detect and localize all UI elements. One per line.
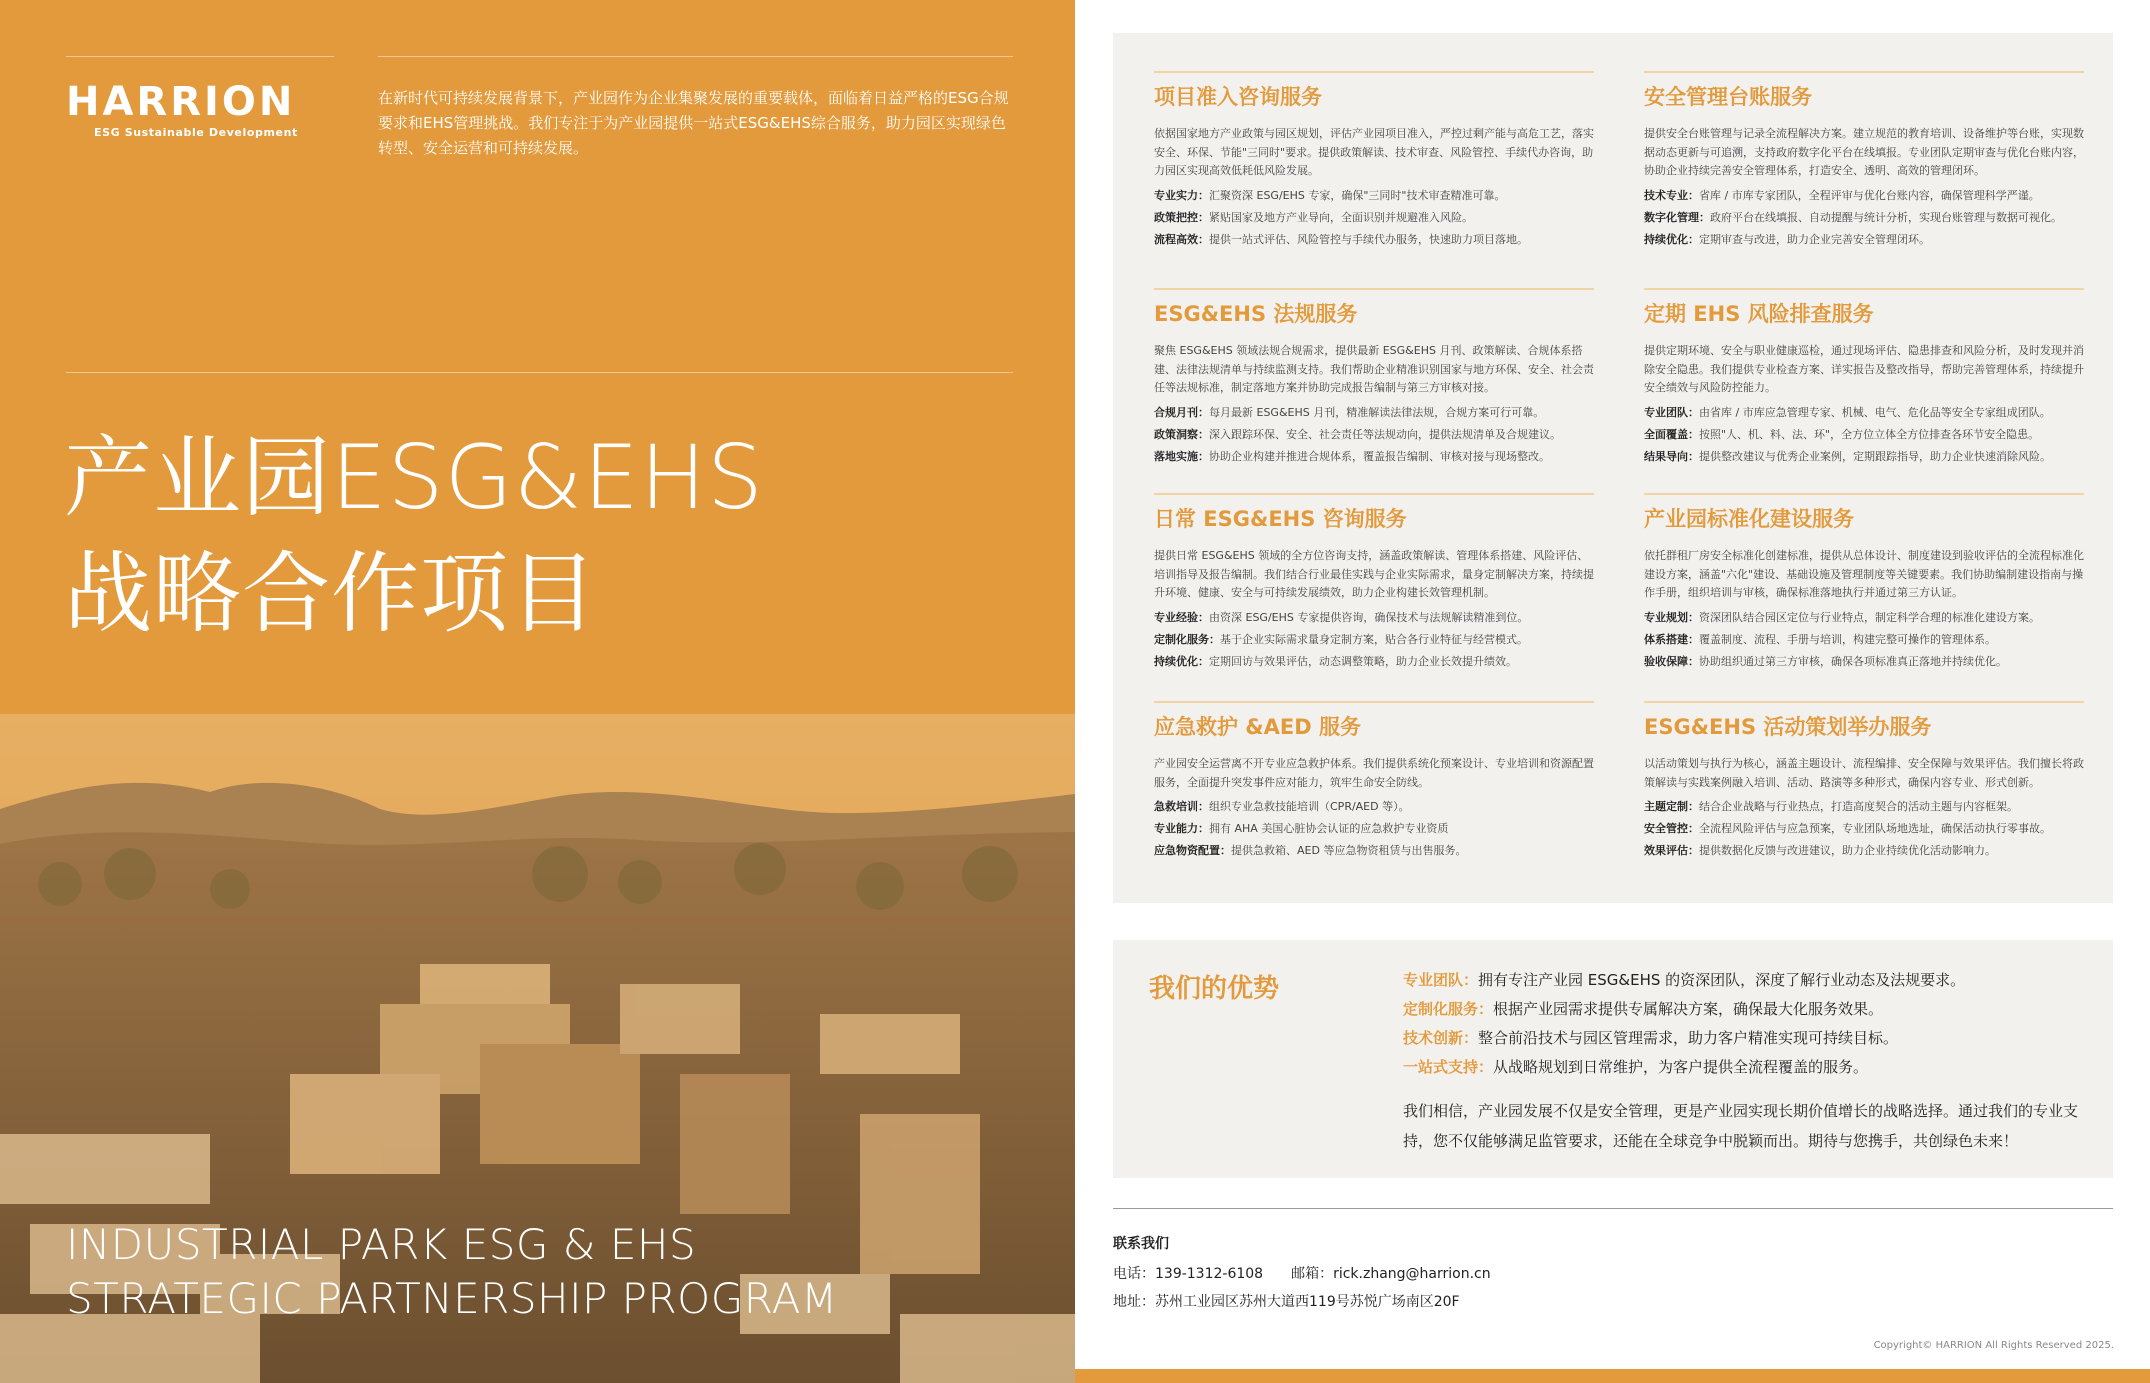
- service-title: 安全管理台账服务: [1644, 85, 1812, 109]
- service-point: 流程高效：提供一站式评估、风险管控与手续代办服务，快速助力项目落地。: [1154, 232, 1528, 246]
- divider: [66, 372, 1013, 373]
- service-point: 数字化管理：政府平台在线填报、自动提醒与统计分析，实现台账管理与数据可视化。: [1644, 210, 2062, 224]
- contact-divider: [1113, 1208, 2113, 1209]
- service-point: 政策洞察：深入跟踪环保、安全、社会责任等法规动向，提供法规清单及合规建议。: [1154, 427, 1561, 441]
- advantages-box: [1113, 940, 2113, 1178]
- service-card: [1644, 288, 2084, 468]
- service-description: 依据国家地方产业政策与园区规划，评估产业园项目准入，严控过剩产能与高危工艺，落实安全、环保、节能"三同时"要求。提供政策解读、技术审查、风险管控、手续代办咨询，助力园区实现高效低耗低风险发展。: [1154, 127, 1594, 177]
- services-panel: [1075, 0, 2150, 1383]
- service-rule: [1644, 701, 2084, 703]
- english-subtitle: [66, 1218, 838, 1326]
- title-line-2: 战略合作项目: [64, 542, 599, 645]
- contact-title: 联系我们: [1113, 1236, 1169, 1252]
- service-description: 提供定期环境、安全与职业健康巡检，通过现场评估、隐患排查和风险分析，及时发现并消除安全隐患。我们提供专业检查方案、详实报告及整改指导，帮助完善管理体系，持续提升安全绩效与风险防控能力。: [1644, 344, 2084, 394]
- copyright: Copyright© HARRION All Rights Reserved 2025.: [1873, 1340, 2114, 1351]
- page-title: [64, 420, 764, 652]
- service-point: 专业经验：由资深 ESG/EHS 专家提供咨询，确保技术与法规解读精准到位。: [1154, 610, 1529, 624]
- advantage-item: 专业团队：拥有专注产业园 ESG&EHS 的资深团队，深度了解行业动态及法规要求。: [1403, 971, 1966, 989]
- contact-email[interactable]: 邮箱：rick.zhang@harrion.cn: [1291, 1266, 1491, 1282]
- service-point: 安全管控：全流程风险评估与应急预案，专业团队场地选址，确保活动执行零事故。: [1644, 822, 2051, 835]
- service-card: [1154, 701, 1594, 862]
- service-description: 以活动策划与执行为核心，涵盖主题设计、流程编排、安全保障与效果评估。我们擅长将政策解读与实践案例融入培训、活动、路演等多种形式，确保内容专业、形式创新。: [1644, 757, 2084, 789]
- services-box: [1113, 33, 2113, 903]
- contact-section: [1113, 1230, 1491, 1316]
- service-rule: [1644, 493, 2084, 495]
- service-rule: [1154, 71, 1594, 73]
- service-point: 专业团队：由省库 / 市库应急管理专家、机械、电气、危化品等安全专家组成团队。: [1644, 405, 2051, 419]
- advantage-item: 一站式支持：从战略规划到日常维护，为客户提供全流程覆盖的服务。: [1403, 1058, 1869, 1076]
- service-rule: [1644, 71, 2084, 73]
- service-point: 验收保障：协助组织通过第三方审核，确保各项标准真正落地并持续优化。: [1644, 654, 2007, 668]
- service-title: 应急救护 &AED 服务: [1154, 715, 1361, 739]
- service-rule: [1154, 701, 1594, 703]
- service-point: 体系搭建：覆盖制度、流程、手册与培训，构建完整可操作的管理体系。: [1644, 632, 1996, 646]
- harrion-logo: [66, 80, 326, 139]
- service-point: 主题定制：结合企业战略与行业热点，打造高度契合的活动主题与内容框架。: [1644, 800, 2018, 813]
- service-point: 持续优化：定期审查与改进，助力企业完善安全管理闭环。: [1644, 232, 1930, 246]
- service-description: 依托群租厂房安全标准化创建标准，提供从总体设计、制度建设到验收评估的全流程标准化建设方案，涵盖"六化"建设、基础设施及管理制度等关键要素。我们协助编制建设指南与操作手册，组织培训与审核，确保标准落地执行并通过第三方认证。: [1644, 549, 2084, 599]
- service-description: 提供日常 ESG&EHS 领域的全方位咨询支持，涵盖政策解读、管理体系搭建、风险评估、培训指导及报告编制。我们结合行业最佳实践与企业实际需求，量身定制解决方案，持续提升环境、健康、安全与可持续发展绩效，助力企业构建长效管理机制。: [1154, 549, 1594, 599]
- service-title: 日常 ESG&EHS 咨询服务: [1154, 507, 1407, 531]
- bottom-accent-bar: [1075, 1369, 2150, 1383]
- service-description: 聚焦 ESG&EHS 领域法规合规需求，提供最新 ESG&EHS 月刊、政策解读、合规体系搭建、法律法规清单与持续监测支持。我们帮助企业精准识别国家与地方环保、安全、社会责任等法规标准，制定落地方案并协助完成报告编制与第三方审核对接。: [1154, 344, 1594, 394]
- service-title: 产业园标准化建设服务: [1644, 507, 1854, 531]
- subtitle-line-2: STRATEGIC PARTNERSHIP PROGRAM: [66, 1274, 838, 1323]
- service-description: 提供安全台账管理与记录全流程解决方案。建立规范的教育培训、设备维护等台账，实现数据动态更新与可追溯，支持政府数字化平台在线填报。专业团队定期审查与优化台账内容，协助企业持续完善安全管理体系，打造安全、透明、高效的管理闭环。: [1644, 127, 2084, 177]
- title-line-1: 产业园ESG&EHS: [64, 426, 764, 529]
- service-point: 持续优化：定期回访与效果评估，动态调整策略，助力企业长效提升绩效。: [1154, 654, 1517, 668]
- service-title: ESG&EHS 活动策划举办服务: [1644, 715, 1932, 739]
- service-point: 专业规划：资深团队结合园区定位与行业特点，制定科学合理的标准化建设方案。: [1644, 610, 2040, 624]
- service-description: 产业园安全运营离不开专业应急救护体系。我们提供系统化预案设计、专业培训和资源配置服务，全面提升突发事件应对能力，筑牢生命安全防线。: [1154, 757, 1594, 789]
- logo-tagline: ESG Sustainable Development: [94, 126, 298, 139]
- advantage-item: 技术创新：整合前沿技术与园区管理需求，助力客户精准实现可持续目标。: [1403, 1029, 1899, 1047]
- service-rule: [1154, 288, 1594, 290]
- subtitle-line-1: INDUSTRIAL PARK ESG & EHS: [66, 1220, 697, 1269]
- service-card: [1154, 288, 1594, 468]
- service-point: 应急物资配置：提供急救箱、AED 等应急物资租赁与出售服务。: [1154, 844, 1467, 857]
- service-title: ESG&EHS 法规服务: [1154, 302, 1358, 326]
- service-rule: [1644, 288, 2084, 290]
- advantages-paragraph: 我们相信，产业园发展不仅是安全管理，更是产业园实现长期价值增长的战略选择。通过我们的专业支持，您不仅能够满足监管要求，还能在全球竞争中脱颖而出。期待与您携手，共创绿色未来！: [1403, 1102, 2079, 1150]
- logo-wordmark: HARRION: [66, 79, 296, 125]
- service-point: 专业能力：拥有 AHA 美国心脏协会认证的应急救护专业资质: [1154, 822, 1449, 835]
- advantages-title: 我们的优势: [1149, 974, 1280, 1004]
- top-rule-left: [66, 56, 334, 57]
- service-point: 落地实施：协助企业构建并推进合规体系，覆盖报告编制、审核对接与现场整改。: [1154, 449, 1550, 463]
- service-point: 政策把控：紧贴国家及地方产业导向，全面识别并规避准入风险。: [1154, 210, 1473, 224]
- service-point: 技术专业：省库 / 市库专家团队，全程评审与优化台账内容，确保管理科学严谨。: [1644, 188, 2040, 202]
- service-title: 定期 EHS 风险排查服务: [1644, 302, 1874, 326]
- service-card: [1154, 71, 1594, 251]
- service-card: [1644, 71, 2084, 251]
- contact-line: [1113, 1260, 1491, 1288]
- service-point: 效果评估：提供数据化反馈与改进建议，助力企业持续优化活动影响力。: [1644, 844, 1996, 857]
- service-card: [1644, 493, 2084, 673]
- intro-text: 在新时代可持续发展背景下，产业园作为企业集聚发展的重要载体，面临着日益严格的ESG合规要求和EHS管理挑战。我们专注于为产业园提供一站式ESG&EHS综合服务，助力园区实现绿色转型、安全运营和可持续发展。: [378, 89, 1009, 157]
- service-point: 合规月刊：每月最新 ESG&EHS 月刊，精准解读法律法规，合规方案可行可靠。: [1154, 405, 1545, 419]
- service-point: 急救培训：组织专业急救技能培训（CPR/AED 等）。: [1154, 800, 1410, 813]
- service-point: 定制化服务：基于企业实际需求量身定制方案，贴合各行业特征与经营模式。: [1154, 632, 1528, 646]
- contact-phone[interactable]: 电话：139-1312-6108: [1113, 1266, 1264, 1282]
- contact-address: 地址：苏州工业园区苏州大道西119号苏悦广场南区20F: [1113, 1294, 1460, 1310]
- service-point: 全面覆盖：按照"人、机、料、法、环"，全方位立体全方位排查各环节安全隐患。: [1644, 427, 2040, 441]
- advantages-list: [1403, 966, 2083, 1082]
- service-title: 项目准入咨询服务: [1154, 85, 1322, 109]
- top-rule-right: [378, 56, 1013, 57]
- service-rule: [1154, 493, 1594, 495]
- advantage-item: 定制化服务：根据产业园需求提供专属解决方案，确保最大化服务效果。: [1403, 1000, 1884, 1018]
- service-point: 专业实力：汇聚资深 ESG/EHS 专家，确保"三同时"技术审查精准可靠。: [1154, 188, 1506, 202]
- service-point: 结果导向：提供整改建议与优秀企业案例，定期跟踪指导，助力企业快速消除风险。: [1644, 449, 2051, 463]
- service-card: [1154, 493, 1594, 673]
- service-card: [1644, 701, 2084, 862]
